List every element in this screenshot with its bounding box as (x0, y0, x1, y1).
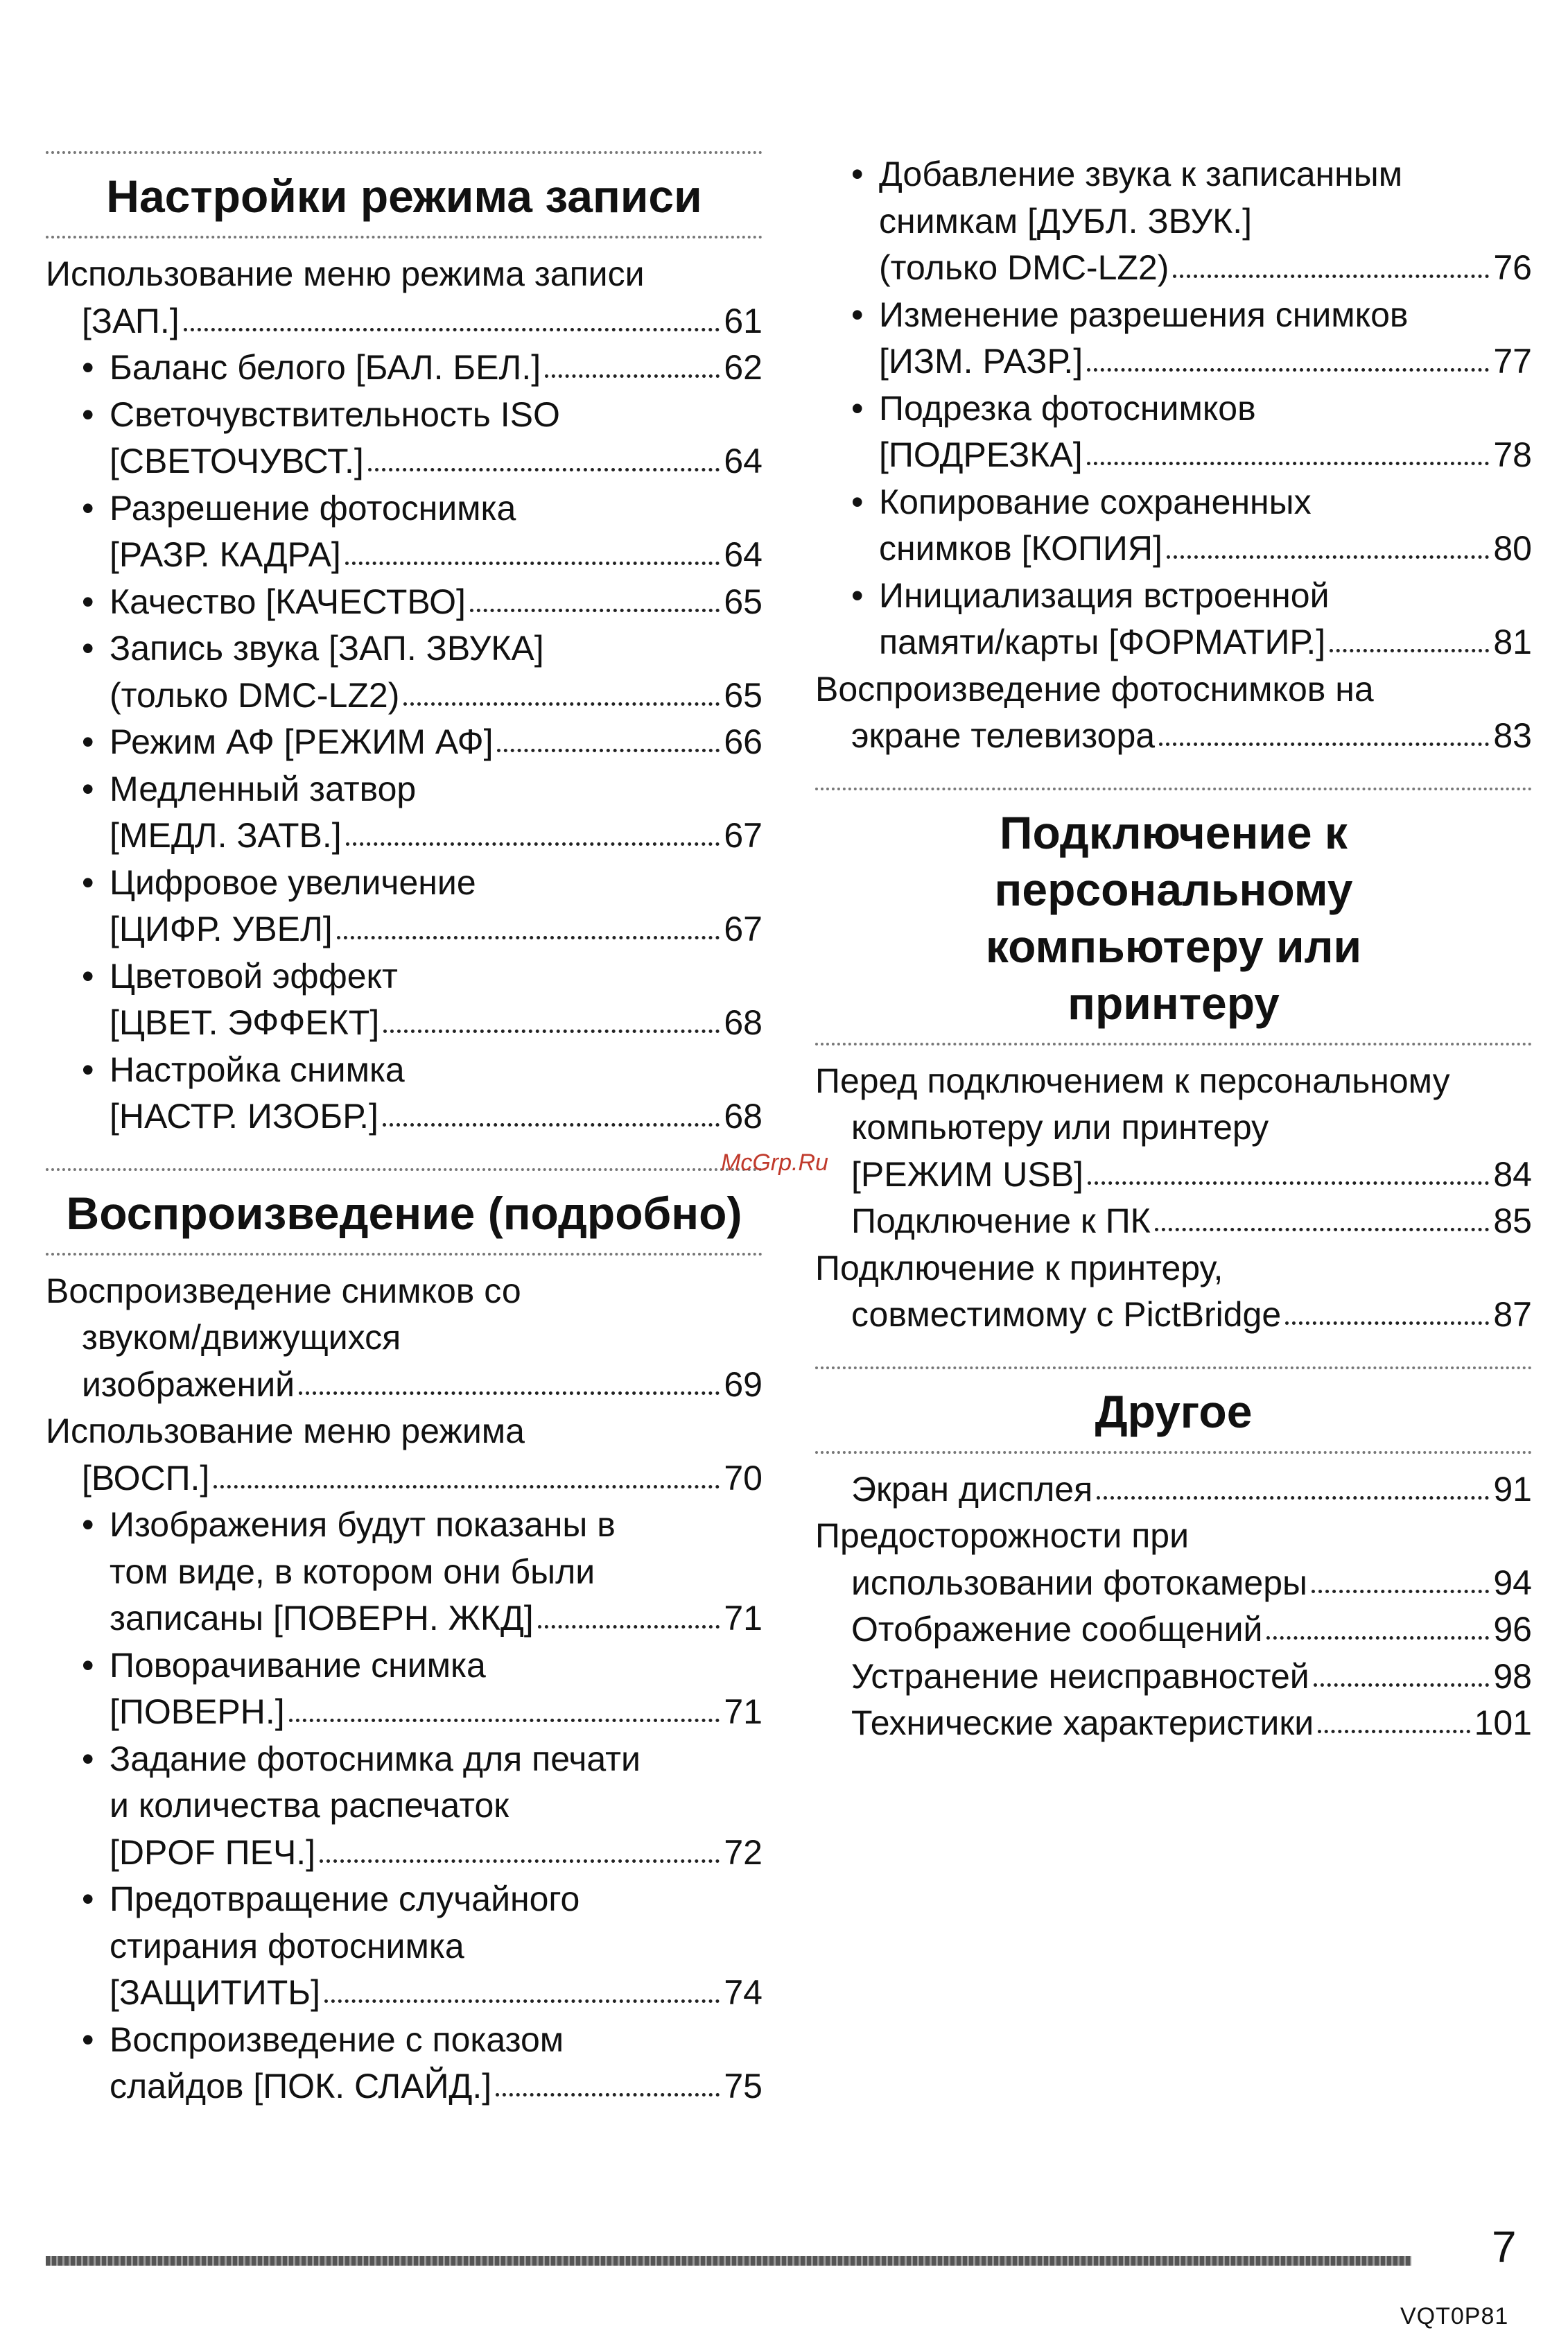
dot-leader (1312, 1590, 1489, 1593)
toc-entry-text: Медленный затвор (110, 769, 417, 808)
toc-entry-last-line (110, 1000, 763, 1047)
dot-leader (1318, 1730, 1470, 1733)
document-code: VQT0P81 (1400, 2303, 1509, 2329)
toc-entry-text: Копирование сохраненных (879, 482, 1312, 521)
toc-entry-last-line (110, 1689, 763, 1736)
page-ref: 77 (1493, 342, 1532, 381)
page-ref: 65 (724, 582, 763, 621)
toc-entry-last-line (82, 298, 763, 345)
bullet-icon: • (82, 722, 94, 761)
toc-entry-last-line (110, 438, 763, 485)
toc-entry-last-line (110, 672, 763, 720)
toc-entry (46, 1642, 763, 1736)
dot-leader (470, 609, 720, 612)
toc-entry-text: [ИЗМ. РАЗР.] (879, 342, 1083, 381)
toc-entry-line (82, 1314, 763, 1362)
toc-entry-text: Светочувствительность ISO (110, 394, 560, 434)
toc-entry-text: Предотвращение случайного (110, 1880, 580, 1918)
toc-entries (46, 251, 763, 1140)
toc-entry-text: том виде, в котором они были (110, 1552, 595, 1591)
toc-entry-last-line (851, 713, 1532, 760)
toc-entry-text: Воспроизведение фотоснимков на (815, 669, 1374, 709)
toc-entry-text: Разрешение фотоснимка (110, 488, 516, 528)
page-ref: 64 (724, 535, 763, 574)
toc-entry (46, 1408, 763, 1502)
page-ref: 78 (1493, 435, 1532, 474)
dot-leader (545, 374, 720, 378)
toc-entry-last-line (82, 1362, 763, 1409)
dot-leader (345, 562, 720, 565)
bullet-icon: • (82, 629, 94, 668)
section-playback-advanced (46, 1168, 763, 2110)
toc-entry-text: [СВЕТОЧУВСТ.] (110, 442, 364, 480)
section-title: Другое (1095, 1385, 1253, 1437)
bullet-icon: • (82, 862, 94, 902)
toc-entry (46, 251, 763, 345)
toc-entry (46, 1502, 763, 1642)
bullet-icon: • (82, 582, 94, 621)
toc-entry (46, 345, 763, 392)
bullet-icon: • (82, 769, 94, 808)
toc-entry-last-line (110, 813, 763, 860)
toc-entry-text: [ПОВЕРН.] (110, 1692, 285, 1731)
toc-entry-line (851, 1104, 1532, 1152)
toc-entry-text: и количества распечаток (110, 1786, 509, 1825)
toc-entry (815, 292, 1532, 385)
toc-entry (46, 719, 763, 766)
toc-entry-text: совместимому с PictBridge (851, 1295, 1282, 1334)
dot-leader (538, 1625, 720, 1629)
toc-entry-line (82, 1642, 763, 1690)
bullet-icon: • (82, 488, 94, 528)
section-divider (815, 1043, 1532, 1045)
toc-entry-text: стирания фотоснимка (110, 1926, 464, 1965)
toc-entry-text: Цветовой эффект (110, 956, 398, 996)
page-ref: 101 (1474, 1703, 1532, 1742)
dot-leader (299, 1391, 720, 1395)
toc-entry-last-line (82, 719, 763, 766)
toc-entry (46, 579, 763, 626)
section-playback-continued (815, 151, 1532, 760)
toc-entry-text: Добавление звука к записанным (879, 155, 1403, 193)
dot-leader (1330, 649, 1489, 652)
toc-entry (46, 392, 763, 485)
toc-entry-line (815, 1245, 1532, 1292)
toc-entry-last-line (879, 245, 1532, 292)
page-ref: 62 (724, 348, 763, 387)
dot-leader (337, 936, 720, 939)
toc-entry (46, 860, 763, 953)
section-recording-settings (46, 151, 763, 1140)
page-ref: 68 (724, 1097, 763, 1136)
toc-entry-text: Подключение к принтеру, (815, 1248, 1223, 1287)
page-ref: 72 (724, 1832, 763, 1872)
toc-entry-last-line (851, 1292, 1532, 1339)
toc-entries (815, 1058, 1532, 1339)
toc-entry (815, 1653, 1532, 1701)
toc-entry (46, 485, 763, 579)
toc-entry-text: памяти/карты [ФОРМАТИР.] (879, 623, 1326, 661)
dot-leader (1159, 743, 1489, 746)
toc-entry-text: Качество [КАЧЕСТВО] (110, 582, 466, 621)
toc-entry-text: Цифровое увеличение (110, 862, 476, 902)
bullet-icon: • (82, 1880, 94, 1918)
toc-entry-last-line (82, 345, 763, 392)
page-ref: 71 (724, 1599, 763, 1638)
toc-entry-last-line (110, 1093, 763, 1140)
toc-entry-text: [ЗАП.] (82, 301, 180, 340)
section-title: Воспроизведение (подробно) (66, 1187, 742, 1239)
toc-entry-line (82, 392, 763, 439)
toc-entry-text: слайдов [ПОК. СЛАЙД.] (110, 2067, 492, 2106)
page-ref: 67 (724, 910, 763, 948)
toc-entry-text: Задание фотоснимка для печати (110, 1739, 641, 1778)
page-ref: 91 (1493, 1469, 1532, 1509)
page-ref: 80 (1493, 529, 1532, 568)
toc-entry-last-line (851, 1152, 1532, 1199)
toc-entry-line (46, 1268, 763, 1315)
toc-entry-text: Настройка снимка (110, 1050, 405, 1089)
toc-entry-text: Использование меню режима записи (46, 254, 645, 293)
dot-leader (320, 1859, 720, 1863)
bullet-icon: • (82, 1505, 94, 1544)
toc-entry-last-line (110, 1830, 763, 1877)
page-ref: 61 (724, 301, 763, 340)
section-divider (46, 1253, 763, 1256)
section-divider (46, 151, 763, 154)
toc-entry-text: Режим АФ [РЕЖИМ АФ] (110, 722, 494, 761)
toc-entry-text: использовании фотокамеры (851, 1563, 1307, 1602)
bullet-icon: • (82, 348, 94, 387)
toc-entry-last-line (110, 1595, 763, 1642)
page-ref: 67 (724, 816, 763, 855)
footer-bar (46, 2256, 1411, 2266)
section-divider (46, 1168, 763, 1171)
toc-entries (815, 151, 1532, 760)
toc-entry (815, 573, 1532, 666)
toc-entry-line (82, 1736, 763, 1783)
bullet-icon: • (82, 394, 94, 434)
toc-entry-last-line (82, 1455, 763, 1502)
toc-entry-text: Баланс белого [БАЛ. БЕЛ.] (110, 348, 541, 387)
toc-entry (815, 1466, 1532, 1513)
page-ref: 68 (724, 1003, 763, 1042)
toc-entry-text: [DPOF ПЕЧ.] (110, 1832, 316, 1872)
bullet-icon: • (82, 956, 94, 996)
toc-entry-last-line (110, 532, 763, 579)
toc-entry-last-line (110, 906, 763, 953)
toc-entry-text: экране телевизора (851, 716, 1156, 755)
toc-entry-text: Воспроизведение с показом (110, 2020, 564, 2059)
page-ref: 84 (1493, 1154, 1532, 1194)
toc-entry-text: [МЕДЛ. ЗАТВ.] (110, 816, 342, 855)
toc-entry-text: (только DMC-LZ2) (110, 675, 400, 715)
dot-leader (324, 1999, 720, 2003)
toc-entry (815, 1245, 1532, 1339)
toc-entry-text: [РЕЖИМ USB] (851, 1154, 1083, 1194)
toc-entry-text: Использование меню режима (46, 1412, 525, 1450)
toc-entry-line (851, 573, 1532, 620)
toc-entry-text: Запись звука [ЗАП. ЗВУКА] (110, 629, 544, 668)
page-ref: 96 (1493, 1610, 1532, 1649)
toc-entry (46, 1736, 763, 1877)
toc-entry-text: снимков [КОПИЯ] (879, 529, 1162, 568)
toc-entry-line (110, 1782, 763, 1830)
toc-entry-last-line (851, 1653, 1532, 1701)
toc-entry-text: Предосторожности при (815, 1516, 1190, 1555)
toc-entries (46, 1268, 763, 2110)
toc-entry (46, 953, 763, 1047)
section-divider (815, 1366, 1532, 1369)
page-ref: 85 (1493, 1201, 1532, 1240)
toc-entry-line (46, 1408, 763, 1455)
toc-entry (815, 479, 1532, 573)
dot-leader (346, 842, 720, 846)
dot-leader (383, 1123, 720, 1127)
dot-leader (214, 1485, 720, 1488)
toc-entry-text: (только DMC-LZ2) (879, 248, 1169, 287)
dot-leader (1314, 1683, 1490, 1687)
toc-entry-line (110, 1923, 763, 1970)
toc-entry-last-line (851, 1560, 1532, 1607)
page-ref: 74 (724, 1973, 763, 2012)
page-ref: 69 (724, 1364, 763, 1404)
toc-entry (46, 625, 763, 719)
section-title: Настройки режима записи (106, 171, 702, 222)
toc-entry-line (851, 151, 1532, 198)
dot-leader (1088, 1181, 1489, 1185)
toc-entry-line (82, 766, 763, 813)
toc-entry-last-line (879, 432, 1532, 479)
page-ref: 87 (1493, 1295, 1532, 1334)
bullet-icon: • (82, 1050, 94, 1089)
toc-entry-line (82, 860, 763, 907)
toc-entry (815, 385, 1532, 479)
toc-entry-last-line (879, 526, 1532, 573)
toc-entry-line (46, 251, 763, 298)
bullet-icon: • (851, 155, 864, 193)
toc-entry-text: [ВОСП.] (82, 1458, 210, 1498)
toc-entry-text: изображений (82, 1364, 295, 1404)
toc-entry (46, 1876, 763, 2017)
toc-entry-last-line (110, 2063, 763, 2110)
dot-leader (496, 2093, 720, 2097)
dot-leader (403, 702, 720, 706)
toc-entry-line (815, 1513, 1532, 1560)
bullet-icon: • (82, 2020, 94, 2059)
toc-entry (815, 1513, 1532, 1606)
toc-entry-text: Изображения будут показаны в (110, 1505, 616, 1544)
dot-leader (1155, 1228, 1490, 1231)
toc-entry (815, 1058, 1532, 1199)
toc-entry-line (815, 1058, 1532, 1105)
dot-leader (383, 1030, 720, 1033)
dot-leader (289, 1719, 720, 1722)
page-ref: 98 (1493, 1656, 1532, 1696)
toc-entry-text: Отображение сообщений (851, 1610, 1263, 1649)
toc-entry-text: Подрезка фотоснимков (879, 388, 1256, 428)
section-pc-printer (815, 788, 1532, 1339)
toc-entry-line (851, 385, 1532, 433)
toc-entry (46, 1268, 763, 1409)
toc-entry-text: Воспроизведение снимков со (46, 1271, 521, 1310)
bullet-icon: • (82, 1739, 94, 1778)
toc-entry-text: Инициализация встроенной (879, 575, 1330, 615)
page-ref: 75 (724, 2067, 763, 2106)
toc-entry-text: [ЦВЕТ. ЭФФЕКТ] (110, 1003, 380, 1042)
toc-entry-last-line (851, 1700, 1532, 1747)
toc-entry-line (851, 479, 1532, 526)
toc-entry-line (82, 1502, 763, 1549)
page-ref: 66 (724, 722, 763, 761)
toc-entry-text: Подключение к ПК (851, 1201, 1151, 1240)
toc-entry-text: компьютеру или принтеру (851, 1108, 1269, 1147)
toc-entry-text: Изменение разрешения снимков (879, 295, 1409, 334)
dot-leader (184, 328, 720, 331)
bullet-icon: • (851, 295, 864, 334)
toc-entry-last-line (879, 338, 1532, 385)
toc-entry-line (82, 953, 763, 1000)
section-other (815, 1366, 1532, 1747)
page-ref: 71 (724, 1692, 763, 1731)
toc-entry-text: записаны [ПОВЕРН. ЖКД] (110, 1599, 534, 1638)
toc-entry-line (82, 625, 763, 672)
dot-leader (368, 468, 720, 471)
toc-entry-text: снимкам [ДУБЛ. ЗВУК.] (879, 201, 1253, 241)
dot-leader (1087, 368, 1489, 372)
toc-entry-line (879, 198, 1532, 245)
toc-entry-last-line (851, 1606, 1532, 1653)
dot-leader (1167, 555, 1490, 559)
toc-entry-last-line (82, 579, 763, 626)
dot-leader (1173, 275, 1489, 278)
toc-entry-text: [НАСТР. ИЗОБР.] (110, 1097, 378, 1136)
toc-entry (46, 2017, 763, 2110)
toc-entry (815, 1606, 1532, 1653)
page-ref: 94 (1493, 1563, 1532, 1602)
section-divider (815, 788, 1532, 790)
toc-entry-last-line (110, 1970, 763, 2017)
toc-entry-line (82, 1876, 763, 1923)
section-title: Подключение к персональному компьютеру или принтеру (985, 806, 1362, 1029)
toc-entry-line (110, 1549, 763, 1596)
toc-entry-text: [ЦИФР. УВЕЛ] (110, 910, 333, 948)
toc-entry-line (82, 485, 763, 532)
toc-entry-text: [РАЗР. КАДРА] (110, 535, 341, 574)
dot-leader (497, 749, 720, 752)
right-column (815, 151, 1532, 1775)
page-number: 7 (1492, 2222, 1517, 2272)
page-ref: 70 (724, 1458, 763, 1498)
toc-entry-last-line (851, 1198, 1532, 1245)
dot-leader (1285, 1321, 1489, 1325)
dot-leader (1097, 1496, 1489, 1500)
toc-entry-text: звуком/движущихся (82, 1318, 401, 1357)
toc-entry-text: Технические характеристики (851, 1703, 1314, 1742)
watermark: McGrp.Ru (721, 1149, 828, 1176)
bullet-icon: • (851, 482, 864, 521)
dot-leader (1266, 1636, 1489, 1640)
toc-entry (815, 1198, 1532, 1245)
page-ref: 65 (724, 675, 763, 715)
toc-entry-text: [ПОДРЕЗКА] (879, 435, 1083, 474)
toc-entry-last-line (879, 619, 1532, 666)
page-ref: 83 (1493, 716, 1532, 755)
page-ref: 76 (1493, 248, 1532, 287)
bullet-icon: • (851, 575, 864, 615)
dot-leader (1087, 462, 1490, 465)
toc-entry-last-line (851, 1466, 1532, 1513)
toc-entry (46, 766, 763, 860)
toc-entry (815, 1700, 1532, 1747)
toc-entry-text: Устранение неисправностей (851, 1656, 1309, 1696)
toc-entry (815, 666, 1532, 760)
left-column (46, 151, 763, 2138)
bullet-icon: • (851, 388, 864, 428)
toc-entry-line (82, 1047, 763, 1094)
toc-entry (815, 151, 1532, 292)
toc-entry-line (82, 2017, 763, 2064)
page-ref: 64 (724, 442, 763, 480)
toc-entry-text: Перед подключением к персональному (815, 1061, 1450, 1100)
toc-entry-line (851, 292, 1532, 339)
section-divider (46, 236, 763, 238)
page-ref: 81 (1493, 623, 1532, 661)
toc-entry-text: [ЗАЩИТИТЬ] (110, 1973, 320, 2012)
bullet-icon: • (82, 1645, 94, 1685)
toc-entry (46, 1047, 763, 1140)
toc-entries (815, 1466, 1532, 1747)
toc-entry-text: Экран дисплея (851, 1469, 1093, 1509)
section-divider (815, 1451, 1532, 1454)
toc-entry-text: Поворачивание снимка (110, 1645, 486, 1685)
toc-entry-line (815, 666, 1532, 713)
